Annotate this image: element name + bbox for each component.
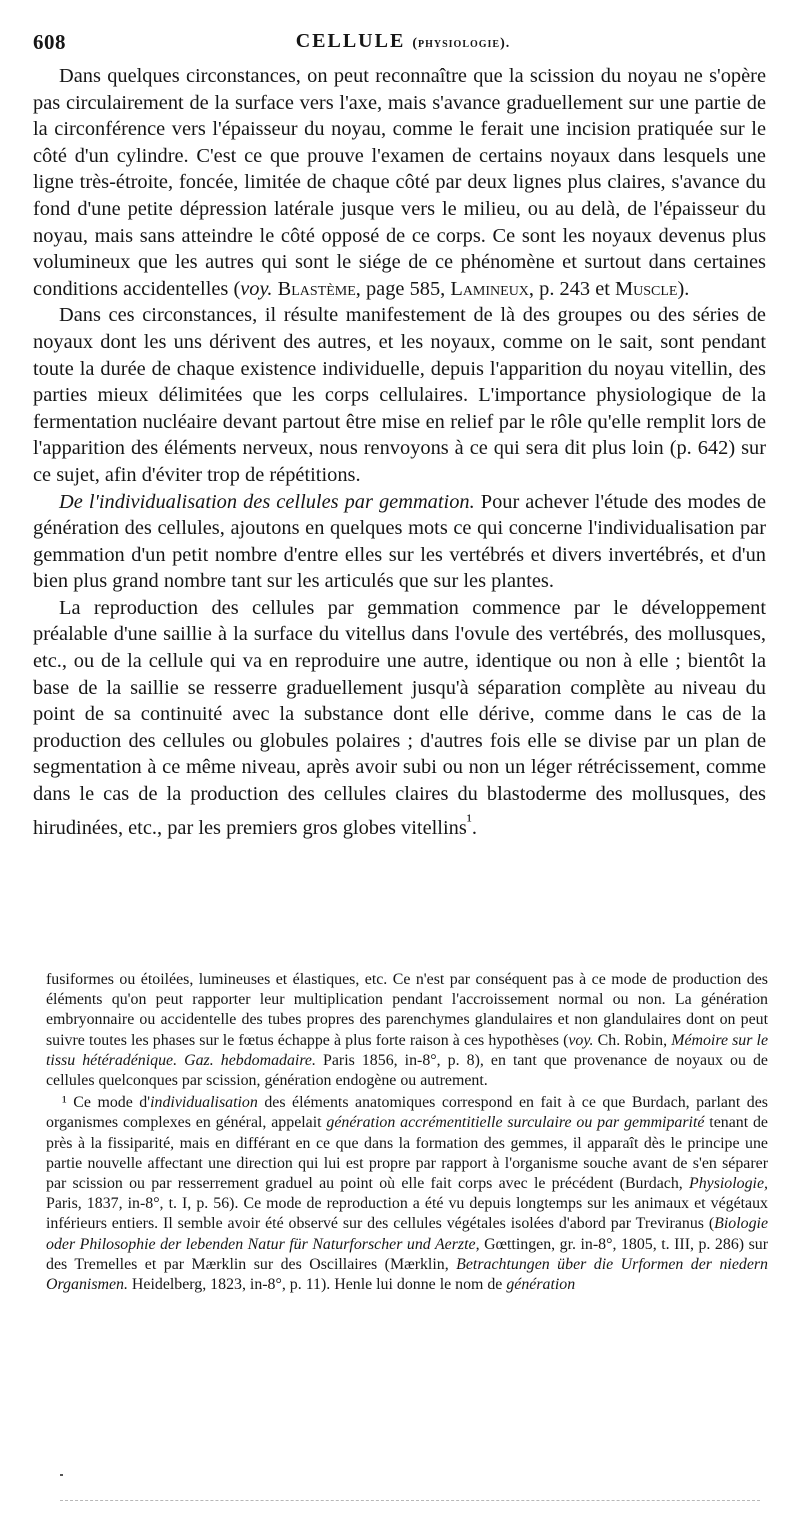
paragraph-text: Dans quelques circonstances, on peut reconnaître que la scission du noyau ne s'opère pas circulairement de la surface vers l'axe, mais s'avance graduellement sur une partie de la circonférence vers l'épaisseur du noyau, comme le ferait une incision pratiquée sur le côté d'un cylindre. C'est ce que prouve l'examen de certains noyaux dans lesquels une ligne très-étroite, foncée, limitée de chaque côté par deux lignes plus claires, s'avance du fond d'une petite dépression latérale jusque vers le milieu, ou au delà, de l'épaisseur du noyau, mais sans atteindre le côté opposé de ce corps. Ce sont les noyaux devenus plus volumineux que les autres qui sont le siége de ce phénomène et surtout dans certaines conditions accidentelles ( (33, 65, 766, 300)
footnote-text: Ce mode d' (66, 1094, 151, 1112)
footnote-text: Heidelberg, 1823, in-8°, p. 11). Henle lui donne le nom de (127, 1276, 507, 1294)
footnote-1 (46, 1093, 768, 1295)
footnote-text: Gœttingen, gr. in-8°, 1805, t. III, p. 286) sur des Tremelles et par Mærklin sur des Oscillaires (Mærklin, (46, 1235, 768, 1273)
paragraph-text: La reproduction des cellules par gemmation commence par le développement préalable d'une saillie à la surface du vitellus dans l'ovule des vertébrés, des mollusques, etc., ou de la cellule qui va en reproduire une autre, identique ou non à elle ; bientôt la base de la saillie se resserre graduellement jusqu'à séparation complète au niveau du point de sa continuité avec la substance dont elle dérive, comme dans le cas de la production des cellules ou globules polaires ; d'autres fois elle se divise par un plan de segmentation à ce même niveau, après avoir subi ou non un léger rétrécissement, comme dans le cas de la production des cellules claires du blastoderme des mollusques, des hirudinées, etc., par les premiers gros globes vitellins (33, 596, 766, 839)
footnote-text: Ch. Robin, (593, 1031, 672, 1049)
italic-term: individualisation (150, 1094, 258, 1112)
running-header (33, 30, 773, 56)
paragraph-nucleus-scission (33, 63, 766, 302)
paragraph-text: Pour achever l'étude des modes de génération des cellules, ajoutons en quelques mots ce qui concerne l'individualisation par gemmation d'un petit nombre d'entre elles sur les vertébrés et divers invertébrés, et d'un bien plus grand nombre tant sur les articulés que sur les plantes. (33, 490, 766, 593)
cross-ref-text: , page 585, (355, 277, 451, 300)
footnote-text: Paris, 1837, in-8°, t. I, p. 56). Ce mode de reproduction a été vu depuis longtemps sur les animaux et végétaux inférieurs entiers. Il semble avoir été observé sur des cellules végétales isolées d'abord par Treviranus ( (46, 1195, 768, 1233)
bottom-scan-line (60, 1500, 760, 1501)
main-text (33, 63, 766, 841)
paragraph-end: ). (677, 277, 690, 300)
footnotes (46, 970, 768, 1295)
footnote-text: fusiformes ou étoilées, lumineuses et élastiques, etc. Ce n'est par conséquent pas à ce mode de production des éléments qu'on peut rapporter leur multiplication pendant l'accroissement normal ou non. La génération embryonnaire ou accidentelle des tubes propres des parenchymes glandulaires et non glandulaires dont on peut suivre toutes les phases sur le fœtus échappe à plus forte raison à ces hypothèses ( (46, 971, 768, 1049)
footnote-text: des éléments anatomiques correspond en fait à ce que Burdach, parlant des organismes complexes en général, appelait (46, 1094, 768, 1132)
section-heading: De l'individualisation des cellules par gemmation. (59, 490, 475, 513)
cross-ref-muscle: Muscle (615, 277, 678, 300)
footnote-marker: ¹ (466, 810, 472, 830)
running-title-sub: (physiologie). (412, 36, 511, 51)
voy-abbrev: voy. (568, 1031, 594, 1049)
scan-speck (60, 1474, 63, 1476)
page-number: 608 (33, 30, 66, 54)
paragraph-gemmation-intro (33, 489, 766, 595)
paragraph-noyaux-series: Dans ces circonstances, il résulte manifestement de là des groupes ou des séries de noyaux dont les uns dérivent des autres, et les noyaux, comme on le sait, sont pendant toute la durée de chaque existence individuelle, depuis l'apparition du noyau vitellin, des parties mieux délimitées que les corps cellulaires. L'importance physiologique de la fermentation nucléaire devant partout être mise en relief par le rôle qu'elle remplit lors de l'apparition des éléments nerveux, nous renvoyons à ce qui sera dit plus loin (p. 642) sur ce sujet, afin d'éviter trop de répétitions. (33, 304, 766, 486)
running-title-main: CELLULE (295, 30, 406, 52)
footnote-continued (46, 970, 768, 1091)
italic-term: génération (506, 1276, 576, 1294)
cross-ref-blasteme: Blastème (277, 277, 356, 300)
cited-title: Physiologie, (689, 1175, 768, 1193)
footnote-text: Paris 1856, in-8°, p. 8), en tant que provenance de noyaux ou de cellules quelconques par scission, génération endogène ou autrement. (46, 1051, 768, 1090)
paragraph-gemmation-process (33, 595, 766, 841)
running-title (33, 30, 773, 53)
paragraph-end: . (471, 816, 477, 839)
voy-abbrev: voy. (240, 277, 273, 300)
cited-title: Mémoire sur le tissu hétéradénique. Gaz. hebdomadaire. (46, 1031, 768, 1069)
footnote-text: tenant de près à la fissiparité, mais en différant en ce que dans la formation des gemmes, il apparaît dès le principe une partie nouvelle affectant une direction qui lui est propre par rapport à l'organisme souche avant de s'en séparer par scission ou par resserrement graduel au point où elle fait corps avec le précédent (Burdach, (46, 1114, 768, 1193)
cited-title: Biologie oder Philosophie der lebenden Natur für Naturforscher und Aerzte, (46, 1215, 768, 1253)
cross-ref-lamineux: Lamineux (450, 277, 529, 300)
italic-term: génération accrémentitielle surculaire ou par gemmiparité (326, 1114, 705, 1132)
footnote-number: ¹ (62, 1094, 67, 1112)
cited-title: Betrachtungen über die Urformen der niedern Organismen. (46, 1255, 768, 1294)
cross-ref-text: , p. 243 et (528, 277, 616, 300)
